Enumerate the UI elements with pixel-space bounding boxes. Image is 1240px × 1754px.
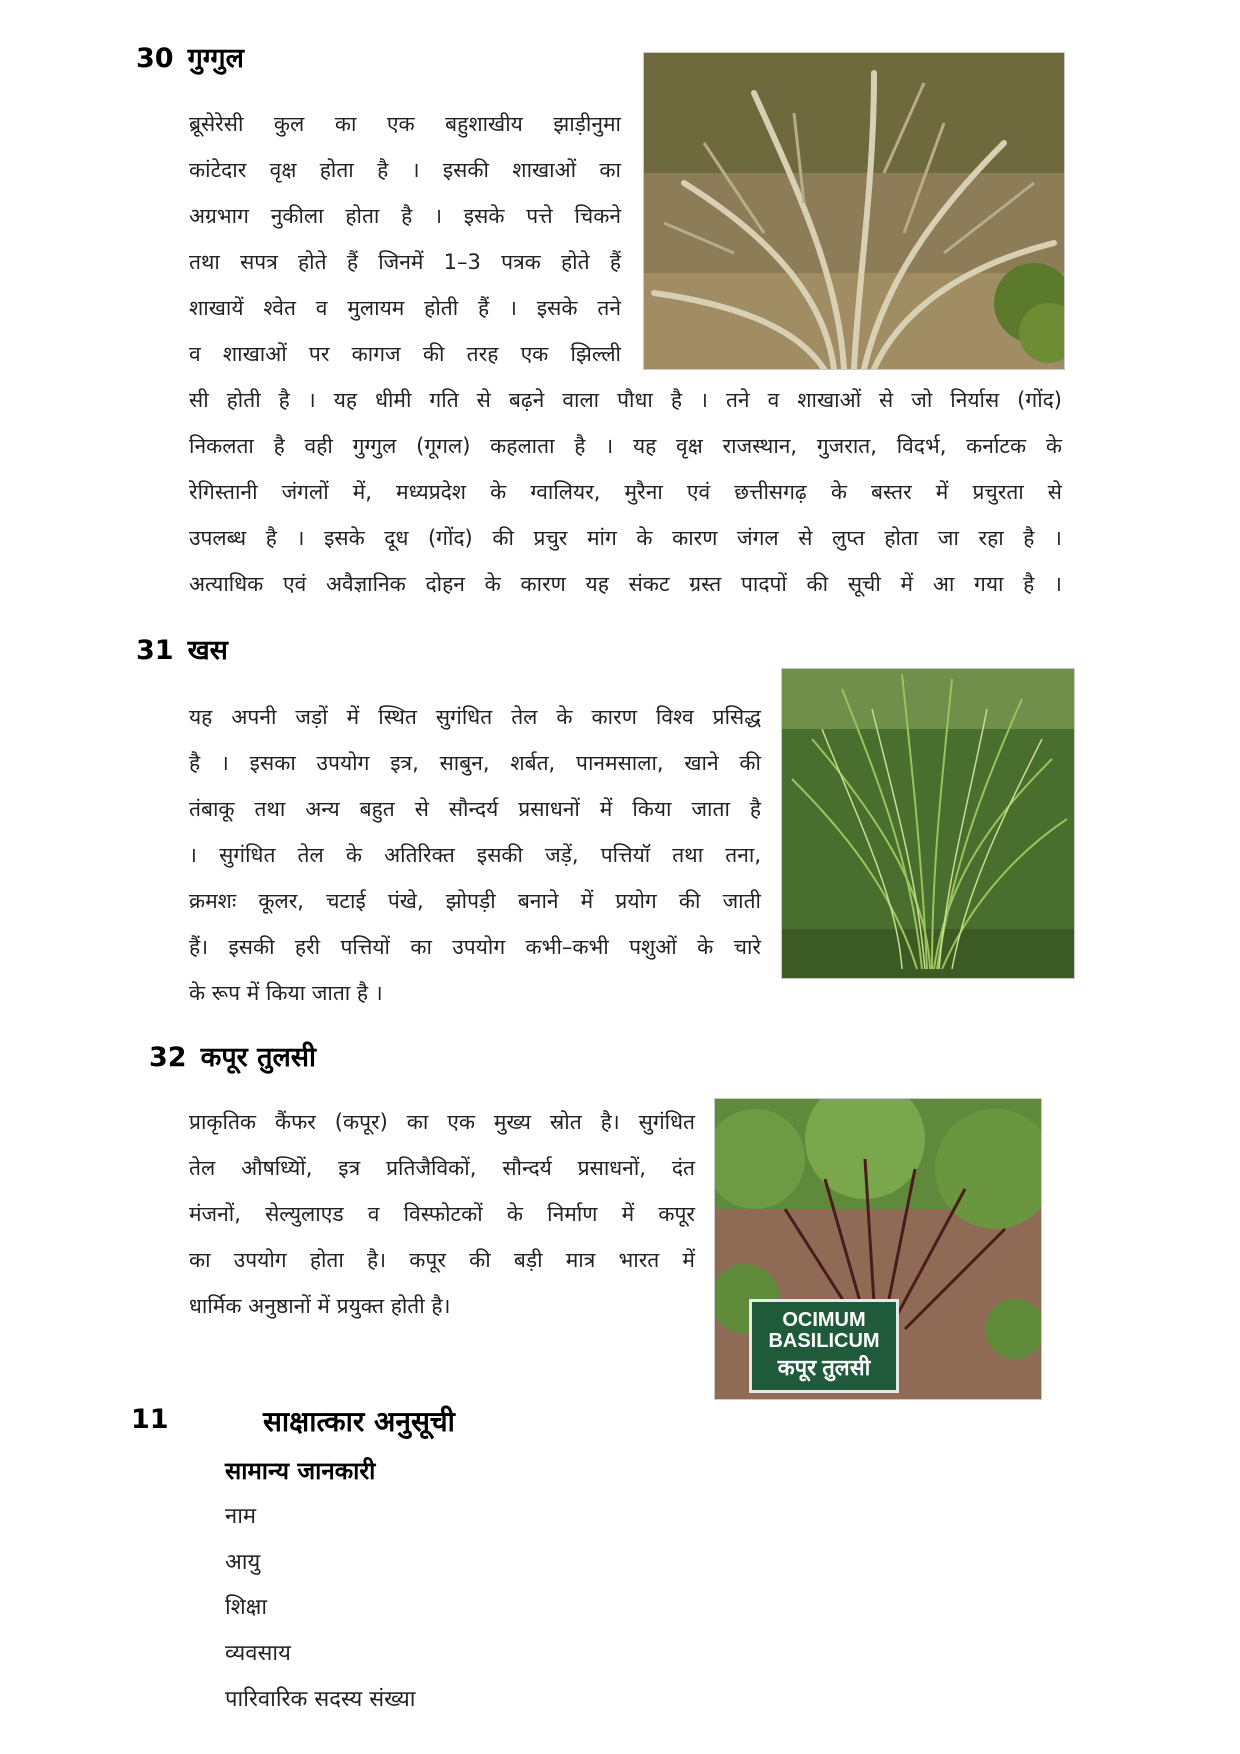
paragraph-line: अत्याधिक एवं अवैज्ञानिक दोहन के कारण यह संकट ग्रस्त पादपों की सूची में आ गया है । [189, 572, 1062, 596]
paragraph-line: हैं। इसकी हरी पत्तियों का उपयोग कभी–कभी पशुओं के चारे [189, 935, 761, 959]
field-age-label: आयु [225, 1550, 261, 1575]
section-31-paragraph [189, 694, 761, 1016]
paragraph-line: । सुगंधित तेल के अतिरिक्त इसकी जड़ें, पत्तियॉ तथा तना, [189, 843, 761, 867]
section-32-number: 32 [149, 1042, 187, 1073]
schedule-title: साक्षात्कार अनुसूची [263, 1405, 455, 1438]
field-occupation-label: व्यवसाय [225, 1641, 291, 1666]
plant-name-sign [749, 1299, 899, 1393]
section-30-number: 30 [136, 43, 174, 74]
paragraph-line: प्राकृतिक कैंफर (कपूर) का एक मुख्य स्रोत है। सुगंधित [189, 1110, 695, 1134]
section-30-heading [136, 38, 244, 75]
section-32-heading [149, 1037, 316, 1074]
khus-grass-image [781, 668, 1075, 979]
paragraph-line: क्रमशः कूलर, चटाई पंखे, झोपड़ी बनाने में प्रयोग की जाती [189, 889, 761, 913]
paragraph-line: अग्रभाग नुकीला होता है । इसके पत्ते चिकने [189, 204, 621, 228]
section-30-paragraph-full [189, 377, 1062, 607]
paragraph-line: उपलब्ध है । इसके दूध (गोंद) की प्रचुर मांग के कारण जंगल से लुप्त होता जा रहा है । [189, 526, 1062, 550]
section-30-paragraph-wrapped [189, 101, 621, 377]
paragraph-line: कांटेदार वृक्ष होता है । इसकी शाखाओं का [189, 158, 621, 182]
section-31-number: 31 [136, 635, 174, 666]
paragraph-line: ब्रूसेरेसी कुल का एक बहुशाखीय झाड़ीनुमा [189, 112, 621, 136]
paragraph-line: यह अपनी जड़ों में स्थित सुगंधित तेल के कारण विश्व प्रसिद्ध [189, 705, 761, 729]
schedule-number: 11 [131, 1404, 169, 1435]
sign-line-1: OCIMUM [782, 1309, 866, 1331]
field-family-members-label: पारिवारिक सदस्य संख्या [225, 1687, 416, 1712]
field-name-label: नाम [225, 1504, 257, 1529]
paragraph-line: धार्मिक अनुष्ठानों में प्रयुक्त होती है। [189, 1294, 451, 1318]
paragraph-line: तंबाकू तथा अन्य बहुत से सौन्दर्य प्रसाधनों में किया जाता है [189, 797, 761, 821]
paragraph-line: शाखायें श्वेत व मुलायम होती हैं । इसके तने [189, 296, 621, 320]
section-32-title: कपूर तुलसी [200, 1042, 317, 1073]
paragraph-line: तथा सपत्र होते हैं जिनमें 1–3 पत्रक होते हैं [189, 250, 621, 274]
sign-line-2: BASILICUM [768, 1330, 880, 1352]
paragraph-line: रेगिस्तानी जंगलों में, मध्यप्रदेश के ग्वालियर, मुरैना एवं छत्तीसगढ़ के बस्तर में प्रचुरता से [189, 480, 1062, 504]
section-31-heading [136, 630, 228, 667]
field-education-label: शिक्षा [225, 1595, 268, 1620]
paragraph-line: मंजनों, सेल्युलाएड व विस्फोटकों के निर्माण में कपूर [189, 1202, 695, 1226]
sign-line-3: कपूर तुलसी [777, 1355, 871, 1380]
paragraph-line: के रूप में किया जाता है । [189, 981, 383, 1005]
paragraph-line: व शाखाओं पर कागज की तरह एक झिल्ली [189, 342, 621, 366]
paragraph-line: तेल औषध्यिों, इत्र प्रतिजैविकों, सौन्दर्य प्रसाधनों, दंत [189, 1156, 695, 1180]
paragraph-line: का उपयोग होता है। कपूर की बड़ी मात्र भारत में [189, 1248, 695, 1272]
schedule-subtitle: सामान्य जानकारी [225, 1457, 376, 1485]
paragraph-line: सी होती है । यह धीमी गति से बढ़ने वाला पौधा है । तने व शाखाओं से जो निर्यास (गोंद) [189, 388, 1062, 412]
guggul-shrub-image [643, 52, 1065, 370]
paragraph-line: है । इसका उपयोग इत्र, साबुन, शर्बत, पानमसाला, खाने की [189, 751, 761, 775]
section-31-title: खस [187, 635, 228, 666]
paragraph-line: निकलता है वही गुग्गुल (गूगल) कहलाता है । यह वृक्ष राजस्थान, गुजरात, विदर्भ, कर्नाटक के [189, 434, 1062, 458]
section-32-paragraph [189, 1099, 695, 1329]
kapur-tulsi-image [714, 1098, 1042, 1400]
section-30-title: गुग्गुल [187, 43, 244, 74]
